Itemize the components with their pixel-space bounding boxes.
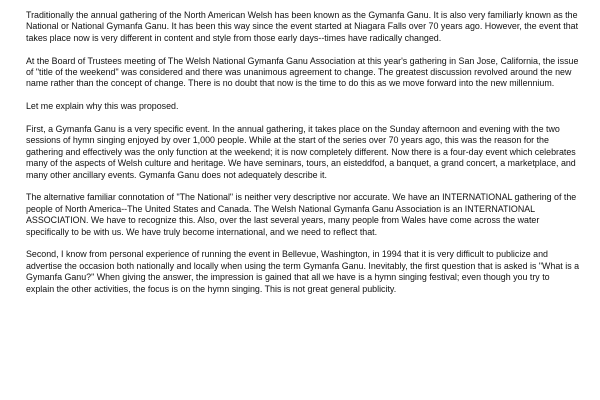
paragraph-intro: Traditionally the annual gathering of the North American Welsh has been known as the Gymanfa Ganu. It is also very familiarly known as the National or National Gymanfa Ganu. It has been this way since the event started at Niagara Falls over 70 years ago. However, the event that takes place now is very different in content and style from those early days--times have radically changed. bbox=[26, 10, 579, 43]
paragraph-first-reason: First, a Gymanfa Ganu is a very specific event. In the annual gathering, it takes place on the Sunday afternoon and evening with the two sessions of hymn singing enjoyed by over 1,000 people. While at the start of the series over 70 years ago, this was the reason for the gathering and effectively was the only function at the weekend; it is now completely different. Now there is a four-day event which celebrates many of the aspects of Welsh culture and heritage. We have seminars, tours, an eisteddfod, a banquet, a grand concert, a marketplace, and many other ancillary events. Gymanfa Ganu does not adequately describe it. bbox=[26, 124, 576, 180]
paragraph-second-reason: Second, I know from personal experience of running the event in Bellevue, Washington, in 1994 that it is very difficult to publicize and advertise the occasion both nationally and locally when using the term Gymanfa Ganu. Inevitably, the first question that is asked is "What is a Gymanfa Ganu?" When giving the answer, the impression is gained that all we have is a hymn singing festival; even though you try to explain the other activities, the focus is on the hymn singing. This is not great general publicity. bbox=[26, 249, 580, 294]
paragraph-board-meeting: At the Board of Trustees meeting of The Welsh National Gymanfa Ganu Association at this year's gathering in San Jose, California, the issue of "title of the weekend" was considered and there was unanimous agreement to change. The greatest discussion revolved around the new name rather than the concept of change. There is no doubt that now is the time to do this as we move forward into the new millennium. bbox=[26, 55, 579, 89]
paragraph-international: The alternative familiar connotation of "The National" is neither very descriptive nor accurate. We have an INTERNATIONAL gathering of the people of North America--The United States and Canada. The Welsh National Gymanfa Ganu Association is an INTERNATIONAL ASSOCIATION. We have to recognize this. Also, over the last several years, many people from Wales have come across the water specifically to be with us. We have truly become international, and we need to reflect that. bbox=[26, 192, 577, 237]
paragraph-explain: Let me explain why this was proposed. bbox=[26, 101, 179, 112]
